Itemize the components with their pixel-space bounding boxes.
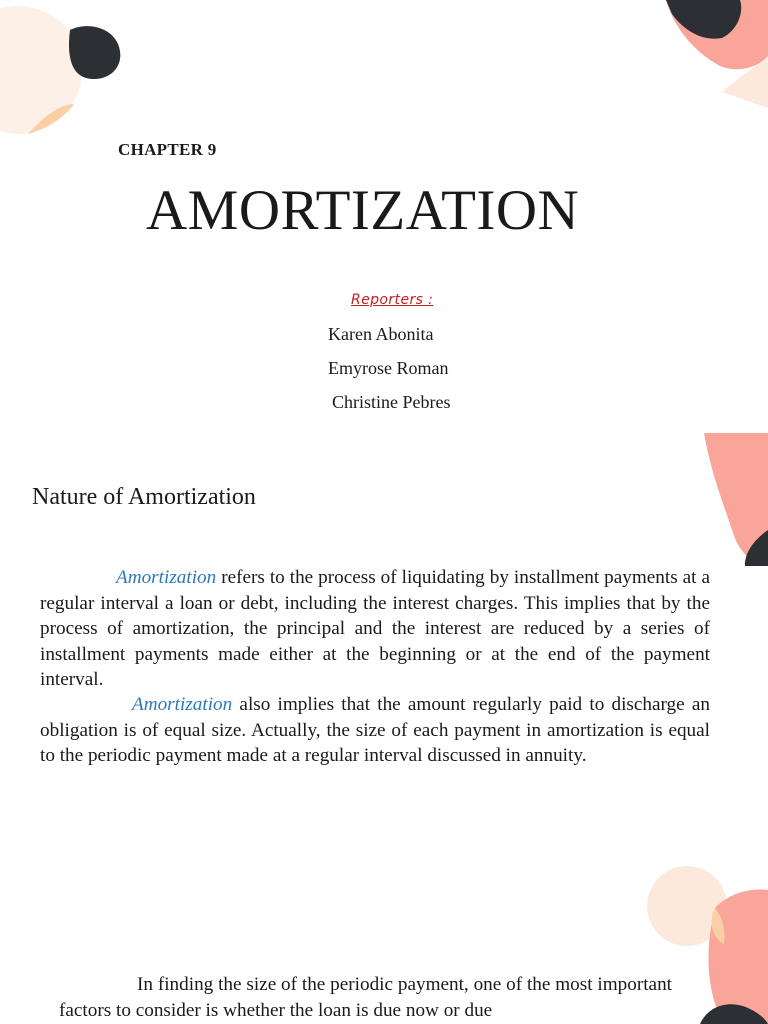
paragraph-text: refers to the process of liquidating by installment payments at a regular interval a loan or debt, including the interest charges. This implies that by the process of amortization, the principal and the interest are reduced by a series of installment payments made either at the beginning or at the end of the payment interval. (40, 567, 710, 690)
reporter-name: Emyrose Roman (328, 358, 449, 378)
reporter-name: Christine Pebres (332, 392, 451, 412)
salmon-blob-bottom-right (708, 890, 768, 1024)
chapter-label: CHAPTER 9 (118, 140, 217, 159)
paragraph-definition (40, 565, 710, 693)
term-highlight: Amortization (116, 567, 217, 588)
salmon-blob-right-middle (704, 433, 768, 565)
page-title: AMORTIZATION (146, 179, 580, 242)
peach-blob-top-right (722, 58, 768, 108)
term-highlight: Amortization (132, 694, 233, 715)
peach-blob-bottom-right (647, 866, 727, 946)
paragraph-periodic-payment (59, 972, 672, 1023)
paragraph-equal-size (40, 692, 710, 769)
dark-blob-top-right (666, 0, 741, 39)
dark-blob-top-left (69, 26, 120, 79)
paragraph-text: In finding the size of the periodic payment, one of the most important factors to consider is whether the loan is due now or due (59, 974, 672, 1021)
paragraph-text: also implies that the amount regularly paid to discharge an obligation is of equal size. Actually, the size of each payment in amortization is equal to the periodic payment made at a regular interval discussed in annuity. (40, 694, 710, 766)
cream-blob-top-left (0, 6, 82, 134)
dark-blob-bottom-right (700, 1004, 768, 1024)
peach-overlap-bottom-right (712, 908, 725, 944)
salmon-blob-top-right (666, 0, 768, 69)
reporters-label: Reporters : (351, 292, 434, 308)
section-heading: Nature of Amortization (32, 484, 256, 510)
reporter-name: Karen Abonita (328, 324, 434, 344)
peach-blob-top-left (28, 104, 74, 134)
dark-blob-right-middle (745, 530, 768, 566)
